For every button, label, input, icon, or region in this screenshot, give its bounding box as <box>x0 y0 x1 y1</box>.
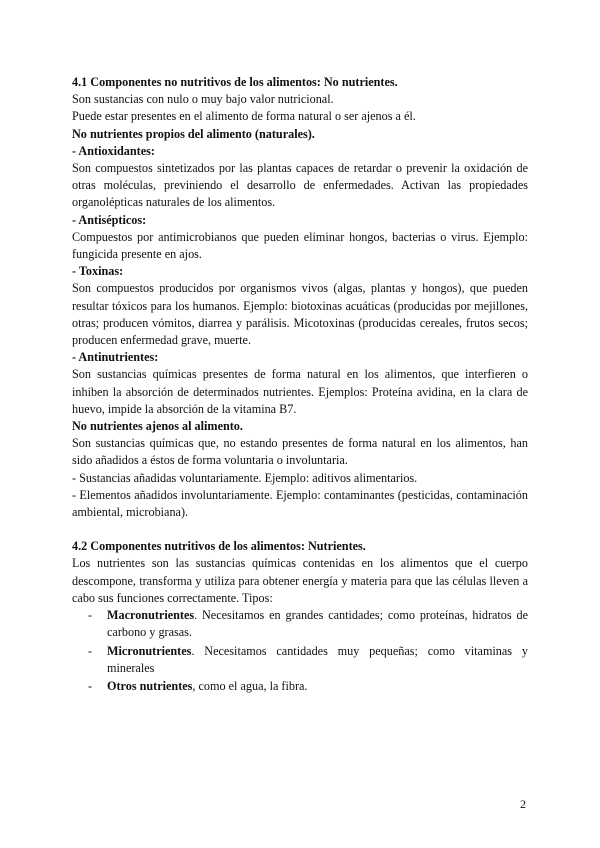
term-macronutrientes: Macronutrientes <box>107 608 195 623</box>
list-dash: - <box>88 678 93 693</box>
section-heading-no-nutrientes: 4.1 Componentes no nutritivos de los alimentos: No nutrientes. <box>72 75 398 89</box>
section-spacer <box>72 521 528 538</box>
section-heading-nutrientes: 4.2 Componentes nutritivos de los alimentos: Nutrientes. <box>72 539 366 554</box>
list-item <box>72 678 528 695</box>
paragraph-ajenos-involuntarios: - Elementos añadidos involuntariamente. Ejemplo: contaminantes (pesticidas, contaminación ambiental, microbiana). <box>72 487 528 520</box>
paragraph-antinutrientes: Son sustancias químicas presentes de forma natural en los alimentos, que interfieren o inhiben la absorción de determinados nutrientes. Ejemplos: Proteína avidina, en la clara de huevo, impide la absorción de la vitamina B7. <box>72 367 528 416</box>
paragraph-toxinas: Son compuestos producidos por organismos vivos (algas, plantas y hongos), que pueden resultar tóxicos para los humanos. Ejemplo: biotoxinas acuáticas (producidas por mejillones, otras; producen vómitos, diarrea y parálisis. Micotoxinas (producidas cereales, frutos secos; producen enfermedad grave, muerte. <box>72 281 528 348</box>
list-dash: - <box>88 608 93 623</box>
nutrient-types-list <box>72 607 528 695</box>
term-antioxidantes: - Antioxidantes: <box>72 143 155 158</box>
list-dash: - <box>88 643 93 658</box>
paragraph-intro-1: Son sustancias con nulo o muy bajo valor nutricional. <box>72 92 334 107</box>
document-page <box>72 74 528 696</box>
term-toxinas: - Toxinas: <box>72 264 124 279</box>
subheading-ajenos: No nutrientes ajenos al alimento. <box>72 419 243 434</box>
term-otros-nutrientes: Otros nutrientes <box>107 678 193 693</box>
paragraph-nutrientes-intro: Los nutrientes son las sustancias químicas contenidas en los alimentos que el cuerpo descompone, transforma y utiliza para obtener energía y materia para que las células lleven a cabo sus funciones correctamente. Tipos: <box>72 556 528 605</box>
paragraph-ajenos: Son sustancias químicas que, no estando presentes de forma natural en los alimentos, han sido añadidos a éstos de forma voluntaria o involuntaria. <box>72 436 528 468</box>
list-item-text: , como el agua, la fibra. <box>192 678 308 693</box>
list-item-text: . Necesitamos cantidades muy pequeñas; como vitaminas y minerales <box>107 643 528 675</box>
list-item <box>72 607 528 641</box>
term-antisepticos: - Antisépticos: <box>72 212 147 227</box>
paragraph-antioxidantes: Son compuestos sintetizados por las plantas capaces de retardar o prevenir la oxidación de otras moléculas, previniendo el desarrollo de enfermedades. Activan las propiedades organolépticas naturales de los alimentos. <box>72 161 528 210</box>
paragraph-intro-2: Puede estar presentes en el alimento de forma natural o ser ajenos a él. <box>72 109 416 124</box>
term-micronutrientes: Micronutrientes <box>107 643 192 658</box>
list-item <box>72 643 528 677</box>
list-item-text: . Necesitamos en grandes cantidades; como proteínas, hidratos de carbono y grasas. <box>107 608 528 640</box>
paragraph-antisepticos: Compuestos por antimicrobianos que pueden eliminar hongos, bacterias o virus. Ejemplo: fungicida presente en ajos. <box>72 229 528 262</box>
page-number: 2 <box>520 797 526 811</box>
paragraph-ajenos-voluntarios: - Sustancias añadidas voluntariamente. Ejemplo: aditivos alimentarios. <box>72 470 418 485</box>
subheading-naturales: No nutrientes propios del alimento (naturales). <box>72 126 315 141</box>
term-antinutrientes: - Antinutrientes: <box>72 350 159 365</box>
